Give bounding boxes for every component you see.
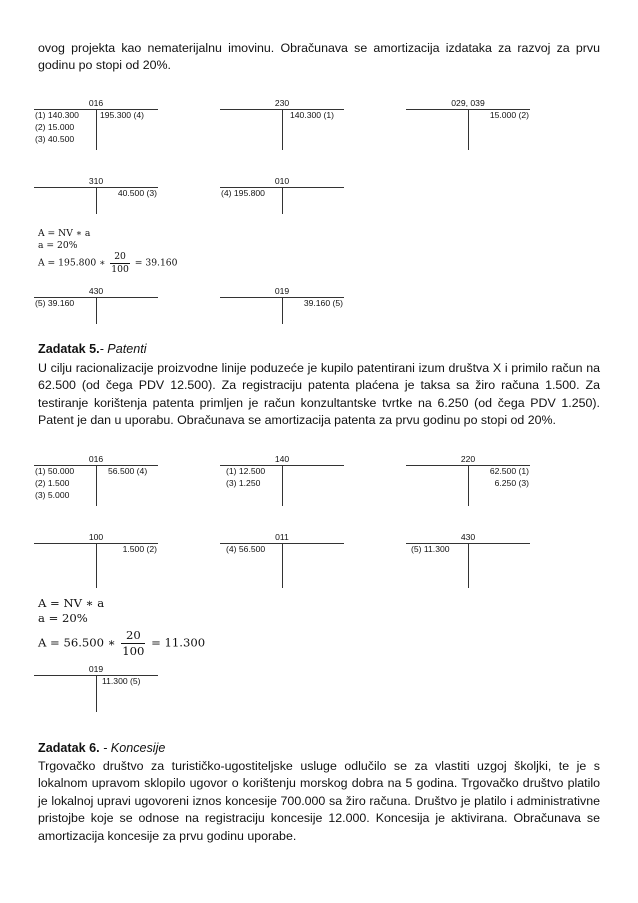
credit-entry: 15.000 (2) <box>489 110 529 120</box>
credit-entry: 40.500 (3) <box>117 188 157 198</box>
task6-subtitle: - Koncesije <box>103 741 166 755</box>
task5-title: Zadatak 5. <box>38 342 100 356</box>
account-number: 019 <box>274 286 290 296</box>
credit-entry: 39.160 (5) <box>303 298 343 308</box>
account-number: 430 <box>460 532 476 542</box>
account-number: 140 <box>274 454 290 464</box>
debit-entry: (2) 1.500 <box>35 477 70 488</box>
account-number: 220 <box>460 454 476 464</box>
debit-entry: (3) 1.250 <box>226 477 261 488</box>
account-number: 100 <box>88 532 104 542</box>
task5-paragraph: U cilju racionalizacije proizvodne linije poduzeće je kupilo patentirani izum društva X i primilo račun na 62.500 (od čega PDV 12.500). Za registraciju patenta plaćena je taksa sa žiro računa 1.500. Za testiranje korištenja patenta primljen je račun konzultantske tvrtke na 6.250 (od čega PDV 1.250). Patent je dan u uporabu. Obračunava se amortizacija patenta za prvu godinu po stopi od 20%. <box>38 361 600 428</box>
t-account <box>406 454 530 488</box>
account-number: 010 <box>274 176 290 186</box>
debit-entry: (2) 15.000 <box>35 121 75 132</box>
credit-entry: 195.300 (4) <box>100 110 144 120</box>
credit-entry: 1.500 (2) <box>122 544 157 554</box>
account-number: 430 <box>88 286 104 296</box>
t-account <box>220 176 344 198</box>
intro-paragraph: ovog projekta kao nematerijalnu imovinu. Obračunava se amortizacija izdataka za razvoj za prvu godinu po stopi od 20%. <box>38 41 600 73</box>
t-account <box>34 454 158 500</box>
task5-subtitle: - Patenti <box>99 342 147 356</box>
fraction: $\frac{20}{100}$ <box>122 628 145 658</box>
formula-calculation: A = 56.500 ∗ $\frac{20}{100}$ = 11.300 <box>38 628 206 658</box>
credit-entry: 140.300 (1) <box>290 110 334 120</box>
formula-depreciation <box>38 596 205 659</box>
t-account <box>406 98 530 120</box>
account-number: 011 <box>275 532 289 542</box>
debit-entry: (1) 140.300 <box>35 110 79 120</box>
debit-entry: (5) 39.160 <box>35 298 75 308</box>
debit-entry: (1) 12.500 <box>226 466 266 476</box>
formula-line: A = NV ∗ a <box>38 596 105 610</box>
task5-heading <box>38 342 147 356</box>
t-account <box>34 286 158 308</box>
account-number: 019 <box>88 664 104 674</box>
t-account <box>406 532 530 554</box>
task6-heading <box>38 741 165 755</box>
task6-title: Zadatak 6. <box>38 741 100 755</box>
credit-entry: 56.500 (4) <box>108 466 148 476</box>
t-account <box>220 454 344 488</box>
formula-depreciation <box>38 228 178 275</box>
debit-entry: (3) 5.000 <box>35 489 70 500</box>
debit-entry: (5) 11.300 <box>411 544 450 554</box>
credit-entry: 6.250 (3) <box>494 477 529 488</box>
formula-line: A = NV ∗ a <box>38 228 91 239</box>
debit-entry: (3) 40.500 <box>35 133 75 144</box>
t-account <box>34 532 158 554</box>
formula-calculation: A = 195.800 ∗ $\frac{20}{100}$ = 39.160 <box>38 251 178 275</box>
credit-entry: 62.500 (1) <box>489 466 529 476</box>
account-number: 016 <box>88 454 104 464</box>
t-account <box>220 98 344 120</box>
account-number: 230 <box>274 98 290 108</box>
formula-line: a = 20% <box>38 239 78 251</box>
t-account <box>220 532 344 554</box>
t-account <box>220 286 344 308</box>
t-account <box>34 176 158 198</box>
formula-line: a = 20% <box>38 611 88 625</box>
debit-entry: (4) 56.500 <box>226 544 266 554</box>
fraction: $\frac{20}{100}$ <box>111 251 129 275</box>
debit-entry: (4) 195.800 <box>221 188 265 198</box>
account-number: 310 <box>88 176 104 186</box>
t-account <box>34 98 158 144</box>
account-number: 016 <box>88 98 104 108</box>
debit-entry: (1) 50.000 <box>35 466 75 476</box>
task6-paragraph: Trgovačko društvo za turističko-ugostiteljske usluge odlučilo se za vlastiti uzgoj školjki, te je s lokalnom upravom sklopilo ugovor o korištenju morskog dobra na 5 godina. Trgovačko društvo platilo je lokalnoj upravi ugovoreni iznos koncesije 700.000 sa žiro računa. Društvo je platilo i administrativne pristojbe koje se odnose na registraciju koncesije 12.000. Koncesija je aktivirana. Obračunava se amortizacija koncesije za prvu godinu uporabe. <box>38 759 600 843</box>
credit-entry: 11.300 (5) <box>102 676 141 686</box>
t-account <box>34 664 158 686</box>
account-number: 029, 039 <box>451 98 485 108</box>
